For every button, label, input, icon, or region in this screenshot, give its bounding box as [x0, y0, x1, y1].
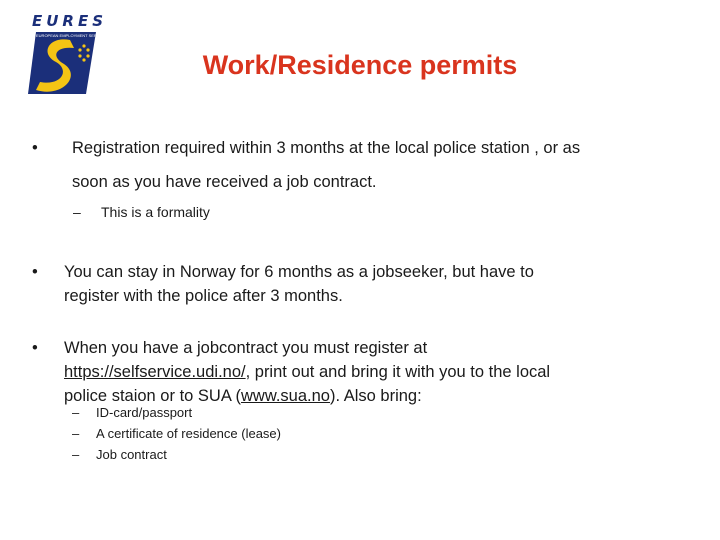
bullet-text-line: soon as you have received a job contract.: [72, 173, 377, 191]
sub-bullet-text: Job contract: [96, 447, 167, 462]
bullet-text-fragment: police staion or to SUA (: [64, 387, 242, 405]
dash-icon: –: [72, 426, 80, 441]
dash-icon: –: [72, 447, 80, 462]
bullet-icon: •: [32, 339, 38, 357]
sub-bullet-text: A certificate of residence (lease): [96, 426, 281, 441]
bullet-text-line: Registration required within 3 months at the local police station , or as: [72, 139, 581, 157]
bullet-icon: •: [32, 139, 38, 157]
bullet-item-jobcontract: [32, 336, 666, 408]
bullet-text-line: [64, 360, 666, 384]
sub-bullet-item: [72, 444, 167, 465]
sub-bullet-item: [72, 423, 281, 444]
bullet-text-fragment: ). Also bring:: [329, 387, 422, 405]
bullet-item-registration: [32, 136, 666, 194]
bullet-text-fragment: , print out and bring it with you to the local: [245, 363, 551, 381]
eures-banner-text: EUROPEAN EMPLOYMENT SERVICES: [36, 33, 109, 38]
bullet-text-line: register with the police after 3 months.: [64, 287, 343, 305]
dash-icon: –: [73, 204, 81, 220]
bullet-item-jobseeker: [32, 260, 666, 308]
bullet-icon: •: [32, 263, 38, 281]
dash-icon: –: [72, 405, 80, 420]
sub-bullet-item: [73, 202, 210, 223]
sub-bullet-item: [72, 402, 192, 423]
eures-logo-text: EURES: [32, 12, 108, 30]
eures-banner: [36, 33, 109, 39]
sub-bullet-text: This is a formality: [101, 204, 210, 220]
udi-selfservice-link[interactable]: https://selfservice.udi.no/: [64, 363, 246, 381]
sub-bullet-text: ID-card/passport: [96, 405, 193, 420]
bullet-text-line: You can stay in Norway for 6 months as a jobseeker, but have to: [64, 263, 534, 281]
bullet-text-line: When you have a jobcontract you must register at: [64, 339, 428, 357]
sua-link[interactable]: www.sua.no: [241, 387, 330, 405]
page-title: Work/Residence permits: [202, 50, 518, 80]
